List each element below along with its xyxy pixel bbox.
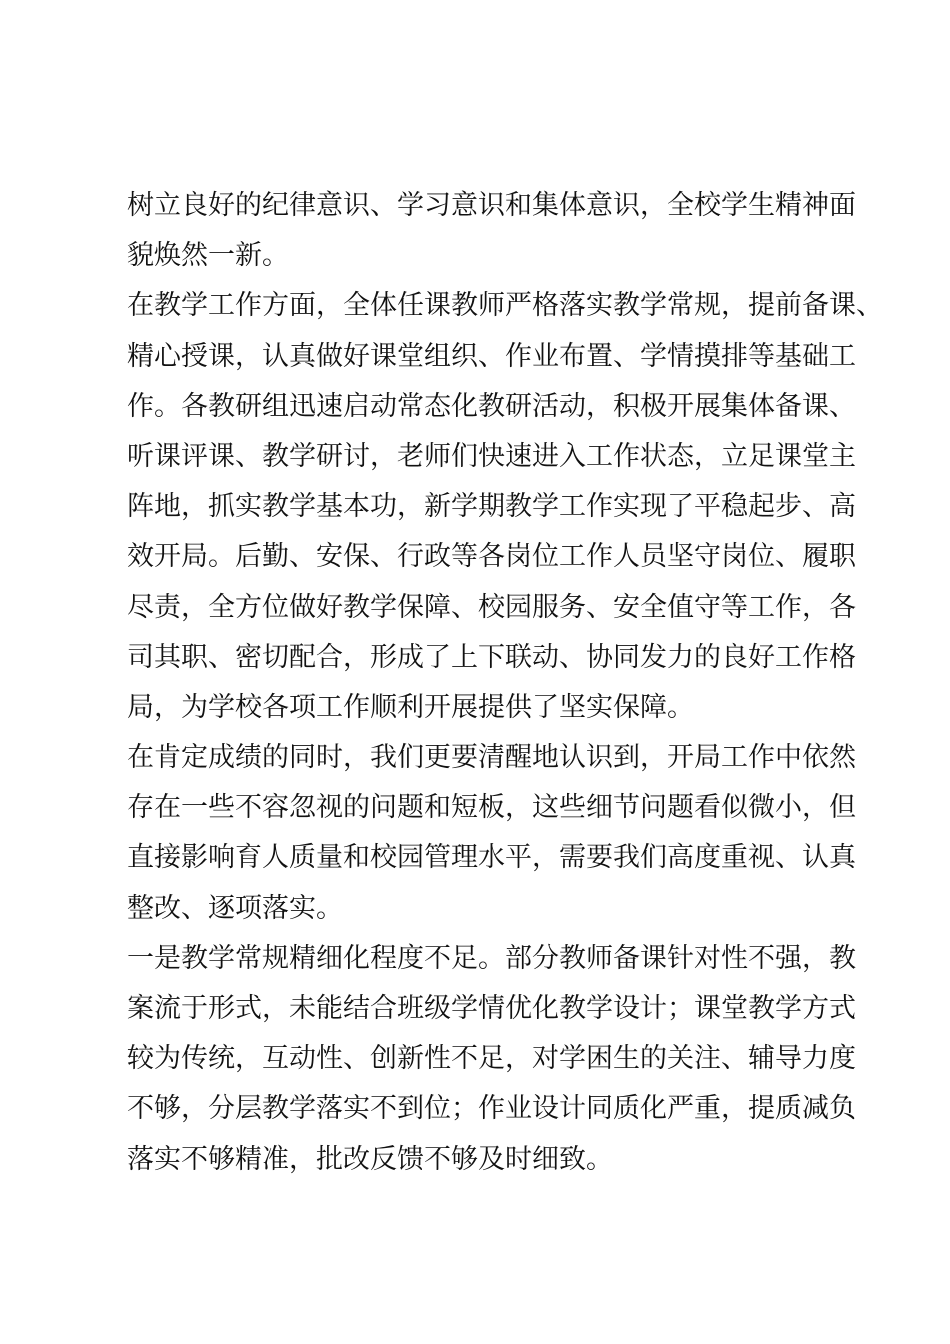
text-line: 司其职、密切配合，形成了上下联动、协同发力的良好工作格 [127, 641, 856, 673]
paragraph [127, 181, 856, 281]
text-line: 整改、逐项落实。 [127, 892, 343, 924]
text-line: 落实不够精准，批改反馈不够及时细致。 [127, 1143, 613, 1175]
text-line: 不够，分层教学落实不到位；作业设计同质化严重，提质减负 [127, 1093, 856, 1125]
text-line: 局，为学校各项工作顺利开展提供了坚实保障。 [127, 691, 694, 723]
text-line: 直接影响育人质量和校园管理水平，需要我们高度重视、认真 [127, 842, 856, 874]
document-body [127, 181, 883, 1185]
text-line: 较为传统，互动性、创新性不足，对学困生的关注、辅导力度 [127, 1043, 856, 1075]
text-line: 效开局。后勤、安保、行政等各岗位工作人员坚守岗位、履职 [127, 541, 856, 573]
text-line: 案流于形式，未能结合班级学情优化教学设计；课堂教学方式 [127, 993, 856, 1024]
text-line: 树立良好的纪律意识、学习意识和集体意识，全校学生精神面 [127, 190, 856, 221]
paragraph [127, 934, 856, 1185]
text-line: 听课评课、教学研讨，老师们快速进入工作状态，立足课堂主 [127, 440, 856, 472]
text-line: 一是教学常规精细化程度不足。部分教师备课针对性不强，教 [127, 942, 856, 974]
text-line: 在肯定成绩的同时，我们更要清醒地认识到，开局工作中依然 [127, 742, 856, 774]
text-line: 精心授课，认真做好课堂组织、作业布置、学情摸排等基础工 [127, 340, 856, 372]
text-line: 阵地，抓实教学基本功，新学期教学工作实现了平稳起步、高 [127, 491, 856, 523]
text-line: 作。各教研组迅速启动常态化教研活动，积极开展集体备课、 [127, 390, 856, 422]
text-line: 在教学工作方面，全体任课教师严格落实教学常规，提前备课、 [127, 290, 883, 322]
paragraph [127, 281, 883, 733]
text-line: 貌焕然一新。 [127, 240, 289, 272]
paragraph [127, 733, 856, 934]
text-line: 尽责，全方位做好教学保障、校园服务、安全值守等工作，各 [127, 591, 856, 623]
text-line: 存在一些不容忽视的问题和短板，这些细节问题看似微小，但 [127, 792, 856, 824]
